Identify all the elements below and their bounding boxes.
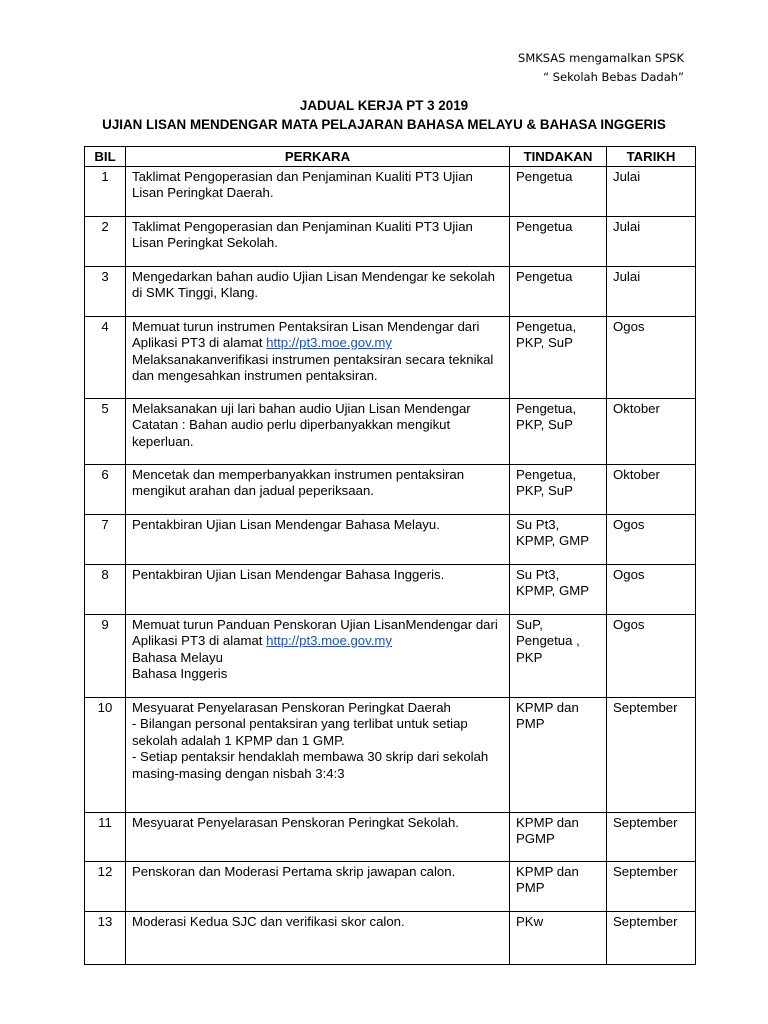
cell-perkara xyxy=(126,564,510,614)
school-motto xyxy=(518,49,684,87)
table-row xyxy=(85,697,696,812)
perkara-text: Mesyuarat Penyelarasan Penskoran Peringkat Sekolah. xyxy=(132,814,459,830)
cell-tindakan xyxy=(510,697,607,812)
cell-bil: 7 xyxy=(85,514,126,564)
cell-tarikh: Ogos xyxy=(607,614,696,697)
cell-tarikh: September xyxy=(607,861,696,911)
url-link[interactable]: http://pt3.moe.gov.my xyxy=(266,335,392,350)
document-title xyxy=(0,96,768,134)
tindakan-line: KPMP dan xyxy=(516,863,579,879)
cell-tindakan xyxy=(510,166,607,216)
table-row xyxy=(85,564,696,614)
table-row xyxy=(85,166,696,216)
cell-bil: 3 xyxy=(85,266,126,316)
title-line-1: JADUAL KERJA PT 3 2019 xyxy=(299,98,469,113)
tindakan-line: PKP, SuP xyxy=(516,335,573,350)
table-row xyxy=(85,911,696,964)
perkara-text: Bahasa Melayu xyxy=(132,649,223,665)
table-row xyxy=(85,216,696,266)
perkara-text: Pentakbiran Ujian Lisan Mendengar Bahasa Inggeris. xyxy=(132,566,445,582)
cell-tarikh: September xyxy=(607,697,696,812)
table-header-row xyxy=(85,147,696,167)
cell-tarikh: Oktober xyxy=(607,398,696,464)
cell-tarikh: Ogos xyxy=(607,316,696,398)
cell-perkara xyxy=(126,216,510,266)
tindakan-line: PKP, SuP xyxy=(516,417,573,432)
cell-tindakan xyxy=(510,911,607,964)
cell-tindakan xyxy=(510,398,607,464)
header-perkara: PERKARA xyxy=(126,147,510,167)
title-line-2: UJIAN LISAN MENDENGAR MATA PELAJARAN BAHASA MELAYU & BAHASA INGGERIS xyxy=(102,117,666,132)
tindakan-line: SuP, xyxy=(516,616,543,632)
header-tarikh: TARIKH xyxy=(607,147,696,167)
tindakan-line: Pengetua xyxy=(516,168,573,184)
table-row xyxy=(85,266,696,316)
cell-bil: 10 xyxy=(85,697,126,812)
cell-perkara xyxy=(126,697,510,812)
cell-tindakan xyxy=(510,464,607,514)
perkara-text: Mesyuarat Penyelarasan Penskoran Peringkat Daerah xyxy=(132,699,451,715)
tindakan-line: Pengetua xyxy=(516,218,573,234)
cell-bil: 8 xyxy=(85,564,126,614)
tindakan-line: PKw xyxy=(516,913,544,929)
tindakan-line: Pengetua , xyxy=(516,633,580,648)
perkara-text: Melaksanakanverifikasi instrumen pentaksiran secara teknikal dan mengesahkan instrumen pentaksiran. xyxy=(132,351,494,383)
tindakan-line: PGMP xyxy=(516,831,555,846)
perkara-text: Melaksanakan uji lari bahan audio Ujian Lisan Mendengar xyxy=(132,400,471,416)
cell-perkara xyxy=(126,812,510,861)
perkara-text: - Setiap pentaksir hendaklah membawa 30 skrip dari sekolah masing-masing dengan nisbah 3:4:3 xyxy=(132,749,489,781)
motto-line-2: “ Sekolah Bebas Dadah” xyxy=(543,70,684,84)
cell-perkara xyxy=(126,614,510,697)
tindakan-line: PMP xyxy=(516,880,545,895)
cell-bil: 9 xyxy=(85,614,126,697)
tindakan-line: KPMP dan xyxy=(516,699,579,715)
cell-tarikh: Ogos xyxy=(607,514,696,564)
cell-bil: 12 xyxy=(85,861,126,911)
cell-tarikh: Julai xyxy=(607,216,696,266)
cell-perkara xyxy=(126,316,510,398)
motto-line-1: SMKSAS mengamalkan SPSK xyxy=(518,51,684,65)
perkara-text: Mencetak dan memperbanyakkan instrumen pentaksiran mengikut arahan dan jadual peperiksaan. xyxy=(132,466,465,498)
perkara-text: Penskoran dan Moderasi Pertama skrip jawapan calon. xyxy=(132,863,456,879)
perkara-text: Bahasa Inggeris xyxy=(132,666,228,681)
cell-perkara xyxy=(126,861,510,911)
tindakan-line: Pengetua xyxy=(516,268,573,284)
cell-perkara xyxy=(126,398,510,464)
cell-bil: 2 xyxy=(85,216,126,266)
cell-perkara xyxy=(126,514,510,564)
tindakan-line: KPMP, GMP xyxy=(516,533,590,548)
tindakan-line: PMP xyxy=(516,716,545,731)
tindakan-line: Pengetua, xyxy=(516,400,577,416)
cell-tarikh: September xyxy=(607,911,696,964)
header-tindakan: TINDAKAN xyxy=(510,147,607,167)
cell-perkara xyxy=(126,911,510,964)
cell-tindakan xyxy=(510,812,607,861)
cell-bil: 6 xyxy=(85,464,126,514)
tindakan-line: Pengetua, xyxy=(516,466,577,482)
cell-tindakan xyxy=(510,266,607,316)
table-row xyxy=(85,514,696,564)
table-row xyxy=(85,812,696,861)
cell-tindakan xyxy=(510,564,607,614)
table-row xyxy=(85,398,696,464)
cell-tarikh: Oktober xyxy=(607,464,696,514)
perkara-text: Moderasi Kedua SJC dan verifikasi skor calon. xyxy=(132,913,405,929)
perkara-text: Mengedarkan bahan audio Ujian Lisan Mendengar ke sekolah di SMK Tinggi, Klang. xyxy=(132,268,495,300)
cell-perkara xyxy=(126,166,510,216)
perkara-text: Pentakbiran Ujian Lisan Mendengar Bahasa Melayu. xyxy=(132,516,440,532)
cell-bil: 4 xyxy=(85,316,126,398)
tindakan-line: KPMP dan xyxy=(516,814,579,830)
perkara-text: Memuat turun instrumen Pentaksiran Lisan Mendengar dari Aplikasi PT3 di alamat xyxy=(132,318,480,350)
cell-tindakan xyxy=(510,216,607,266)
cell-perkara xyxy=(126,266,510,316)
header-bil: BIL xyxy=(85,147,126,167)
cell-perkara xyxy=(126,464,510,514)
cell-tindakan xyxy=(510,316,607,398)
perkara-text: Taklimat Pengoperasian dan Penjaminan Kualiti PT3 Ujian Lisan Peringkat Daerah. xyxy=(132,168,473,200)
perkara-text: - Bilangan personal pentaksiran yang terlibat untuk setiap sekolah adalah 1 KPMP dan 1 GMP. xyxy=(132,716,468,748)
tindakan-line: Su Pt3, xyxy=(516,516,560,532)
cell-bil: 1 xyxy=(85,166,126,216)
cell-tindakan xyxy=(510,514,607,564)
schedule-table xyxy=(84,146,696,965)
tindakan-line: KPMP, GMP xyxy=(516,583,590,598)
cell-tindakan xyxy=(510,861,607,911)
table-row xyxy=(85,316,696,398)
tindakan-line: Su Pt3, xyxy=(516,566,560,582)
cell-bil: 11 xyxy=(85,812,126,861)
cell-tarikh: Julai xyxy=(607,166,696,216)
perkara-text: Taklimat Pengoperasian dan Penjaminan Kualiti PT3 Ujian Lisan Peringkat Sekolah. xyxy=(132,218,473,250)
cell-bil: 5 xyxy=(85,398,126,464)
perkara-text: Memuat turun Panduan Penskoran Ujian LisanMendengar dari Aplikasi PT3 di alamat xyxy=(132,616,498,648)
cell-tarikh: Julai xyxy=(607,266,696,316)
tindakan-line: PKP, SuP xyxy=(516,483,573,498)
table-row xyxy=(85,464,696,514)
tindakan-line: PKP xyxy=(516,649,543,665)
cell-tindakan xyxy=(510,614,607,697)
table-row xyxy=(85,614,696,697)
url-link[interactable]: http://pt3.moe.gov.my xyxy=(266,633,392,648)
table-row xyxy=(85,861,696,911)
tindakan-line: Pengetua, xyxy=(516,318,577,334)
cell-tarikh: September xyxy=(607,812,696,861)
cell-tarikh: Ogos xyxy=(607,564,696,614)
cell-bil: 13 xyxy=(85,911,126,964)
perkara-text: Catatan : Bahan audio perlu diperbanyakkan mengikut keperluan. xyxy=(132,417,451,449)
